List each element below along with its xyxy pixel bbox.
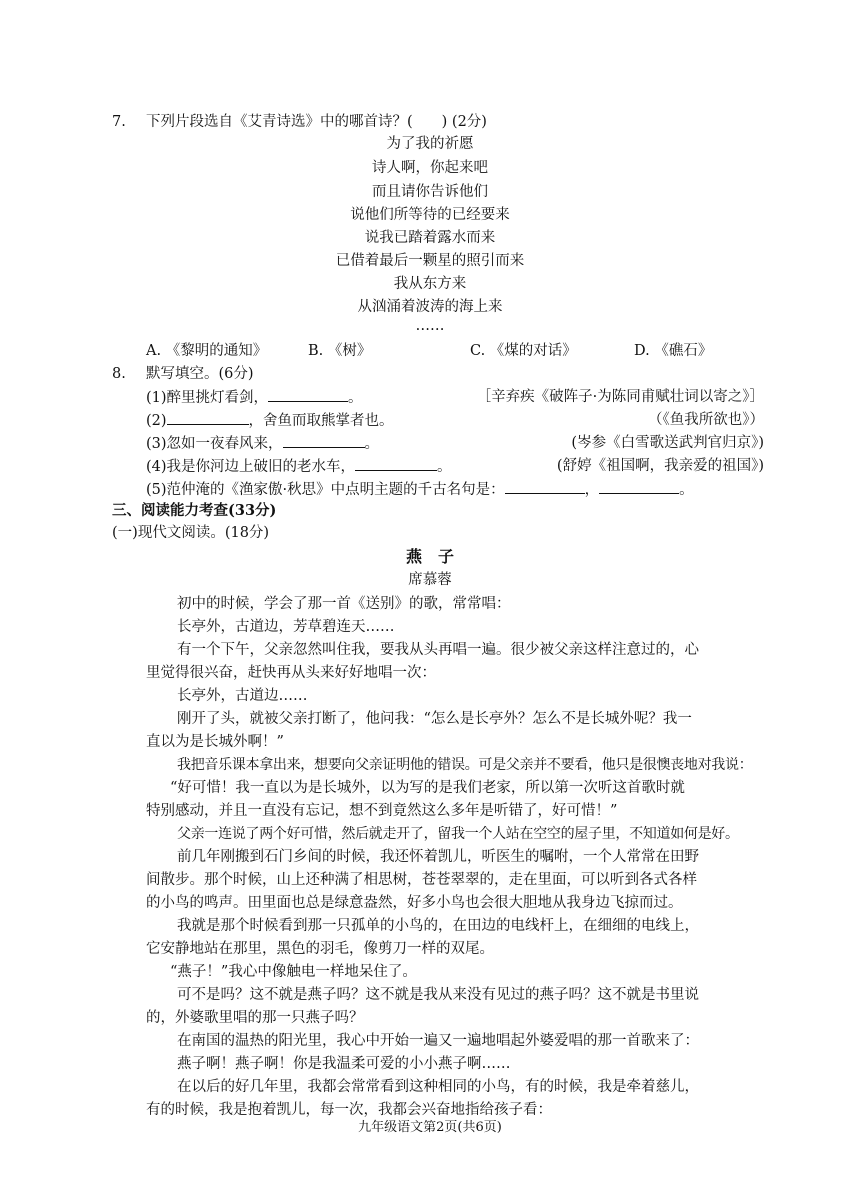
option-text: 《礁石》 <box>654 343 713 359</box>
q8-item-4: (4)我是你河边上破旧的老水车， 。 <box>146 456 452 477</box>
article-line: 有一个下午，父亲忽然叫住我，要我从头再唱一遍。很少被父亲这样注意过的，心 <box>177 642 699 658</box>
q8-item-3: (3)忽如一夜春风来， 。 <box>146 433 379 454</box>
q7-number: 7. <box>112 114 126 130</box>
q7-stem: 下列片段选自《艾青诗选》中的哪首诗？( ) (2分) <box>146 114 487 130</box>
answer-blank[interactable] <box>283 433 365 448</box>
q8-source-4: (舒婷《祖国啊，我亲爱的祖国》) <box>556 458 764 474</box>
article-line: 可不是吗？这不就是燕子吗？这不就是我从来没有见过的燕子吗？这不就是书里说 <box>177 987 699 1003</box>
poem-line: 诗人啊，你起来吧 <box>372 160 488 176</box>
article-line: 有的时候，我是抱着凯儿，每一次，我都会兴奋地指给孩子看： <box>146 1102 552 1118</box>
article-line: 在以后的好几年里，我都会常常看到这种相同的小鸟，有的时候，我是牵着慈儿， <box>177 1079 699 1095</box>
q8-source-3: (岑参《白雪歌送武判官归京》) <box>571 435 764 451</box>
option-key: C. <box>470 343 486 359</box>
q7-option-d[interactable] <box>634 341 712 361</box>
option-text: 《煤的对话》 <box>489 343 577 359</box>
answer-blank[interactable] <box>599 479 679 494</box>
article-line: 长亭外，古道边…… <box>177 688 308 704</box>
article-line: 直以为是长城外啊！” <box>146 734 284 750</box>
q8-item-1: (1)醉里挑灯看剑， 。 <box>146 387 363 408</box>
poem-line: 而且请你告诉他们 <box>372 184 488 200</box>
section-heading: 三、阅读能力考查(33分) <box>112 502 277 519</box>
q8-source-2: （《鱼我所欲也》） <box>648 412 764 428</box>
poem-line: 已借着最后一颗星的照引而来 <box>335 253 525 269</box>
page-footer: 九年级语文第2页(共6页) <box>358 1120 502 1135</box>
option-key: B. <box>308 343 324 359</box>
q8-stem: 默写填空。(6分) <box>146 366 254 382</box>
q7-option-b[interactable] <box>308 341 371 361</box>
q7-option-a[interactable] <box>146 341 267 361</box>
answer-blank[interactable] <box>355 456 437 471</box>
article-line: 它安静地站在那里，黑色的羽毛，像剪刀一样的双尾。 <box>146 941 494 957</box>
article-author: 席慕蓉 <box>408 572 452 588</box>
article-line: 燕子啊！燕子啊！你是我温柔可爱的小小燕子啊…… <box>177 1056 511 1072</box>
option-key: D. <box>634 343 650 359</box>
article-line: 刚开了头，就被父亲打断了，他问我：“怎么是长亭外？怎么不是长城外呢？我一 <box>177 711 692 727</box>
q7-option-c[interactable] <box>470 341 577 361</box>
answer-blank[interactable] <box>505 479 585 494</box>
poem-line: 说我已踏着露水而来 <box>364 230 496 246</box>
article-line: 我就是那个时候看到那一只孤单的小鸟的，在田边的电线杆上，在细细的电线上， <box>177 918 699 934</box>
option-text: 《树》 <box>327 343 372 359</box>
article-line: 长亭外，古道边，芳草碧连天…… <box>177 619 395 635</box>
poem-line: 说他们所等待的已经要来 <box>350 207 510 223</box>
q8-item-5: (5)范仲淹的《渔家傲·秋思》中点明主题的千古名句是： ， 。 <box>146 479 694 500</box>
article-line: “燕子！”我心中像触电一样地呆住了。 <box>170 964 417 980</box>
article-line: 的，外婆歌里唱的那一只燕子吗？ <box>146 1010 364 1026</box>
article-line: 间散步。那个时候，山上还种满了相思树，苍苍翠翠的，走在里面，可以听到各式各样 <box>146 872 697 888</box>
article-line: 我把音乐课本拿出来，想要向父亲证明他的错误。可是父亲并不要看，他只是很懊丧地对我说： <box>177 757 753 773</box>
article-line: 初中的时候，学会了那一首《送别》的歌，常常唱： <box>177 596 511 612</box>
article-line: 在南国的温热的阳光里，我心中开始一遍又一遍地唱起外婆爱唱的那一首歌来了： <box>177 1033 699 1049</box>
poem-line: 为了我的祈愿 <box>386 136 474 152</box>
q8-source-1: ［辛弃疾《破阵子·为陈同甫赋壮词以寄之》］ <box>476 389 764 405</box>
option-text: 《黎明的通知》 <box>165 343 268 359</box>
poem-line: 从汹涌着波涛的海上来 <box>357 299 503 315</box>
answer-blank[interactable] <box>268 387 348 402</box>
article-title: 燕 子 <box>405 547 454 566</box>
option-key: A. <box>146 343 162 359</box>
poem-ellipsis: …… <box>415 318 445 334</box>
q8-item-2: (2) ，舍鱼而取熊掌者也。 <box>146 410 394 431</box>
answer-blank[interactable] <box>167 410 249 425</box>
article-line: 里觉得很兴奋，赶快再从头来好好地唱一次： <box>146 665 436 681</box>
article-line: 前几年刚搬到石门乡间的时候，我还怀着凯儿，听医生的嘱咐，一个人常常在田野 <box>177 849 699 865</box>
article-line: 父亲一连说了两个好可惜，然后就走开了，留我一个人站在空空的屋子里，不知道如何是好。 <box>177 826 739 842</box>
article-line: 特别感动，并且一直没有忘记，想不到竟然这么多年是听错了，好可惜！” <box>146 803 618 819</box>
poem-line: 我从东方来 <box>393 276 467 292</box>
article-line: 的小鸟的鸣声。田里面也总是绿意盎然，好多小鸟也会很大胆地从我身边飞掠而过。 <box>146 895 683 911</box>
q8-number: 8. <box>112 366 126 382</box>
subsection-heading: (一)现代文阅读。(18分) <box>112 525 270 541</box>
article-line: “好可惜！我一直以为是长城外，以为写的是我们老家，所以第一次听这首歌时就 <box>170 780 685 796</box>
